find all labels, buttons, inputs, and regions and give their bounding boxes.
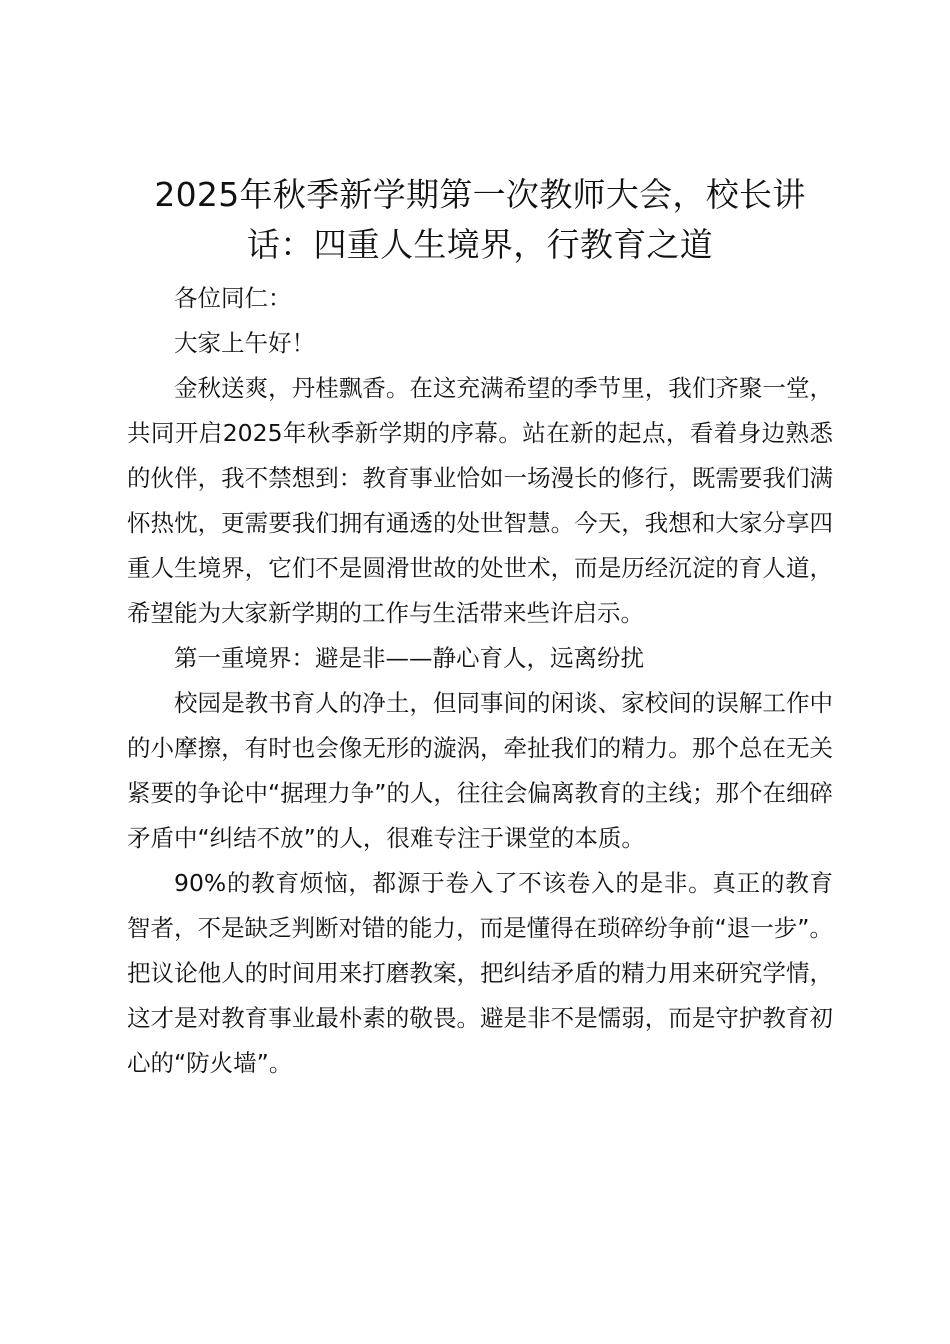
salutation: 各位同仁： <box>174 284 292 312</box>
body-paragraph-1: 校园是教书育人的净土，但同事间的闲谈、家校间的误解工作中的小摩擦，有时也会像无形的漩涡，牵扯我们的精力。那个总在无关紧要的争论中“据理力争”的人，往往会偏离教育的主线；那个在细碎矛盾中“纠结不放”的人，很难专注于课堂的本质。 <box>127 689 833 852</box>
intro-paragraph: 金秋送爽，丹桂飘香。在这充满希望的季节里，我们齐聚一堂，共同开启2025年秋季新学期的序幕。站在新的起点，看着身边熟悉的伙伴，我不禁想到：教育事业恰如一场漫长的修行，既需要我们满怀热忱，更需要我们拥有通透的处世智慧。今天，我想和大家分享四重人生境界，它们不是圆滑世故的处世术，而是历经沉淀的育人道，希望能为大家新学期的工作与生活带来些许启示。 <box>127 374 833 627</box>
greeting: 大家上午好！ <box>174 329 315 357</box>
body-paragraph-2: 90%的教育烦恼，都源于卷入了不该卷入的是非。真正的教育智者，不是缺乏判断对错的能力，而是懂得在琐碎纷争前“退一步”。把议论他人的时间用来打磨教案，把纠结矛盾的精力用来研究学情，这才是对教育事业最朴素的敬畏。避是非不是懦弱，而是守护教育初心的“防火墙”。 <box>127 869 833 1077</box>
document-body <box>127 170 833 1086</box>
document-title: 2025年秋季新学期第一次教师大会，校长讲话：四重人生境界，行教育之道 <box>154 175 806 264</box>
section-heading-1: 第一重境界：避是非——静心育人，远离纷扰 <box>174 644 644 672</box>
